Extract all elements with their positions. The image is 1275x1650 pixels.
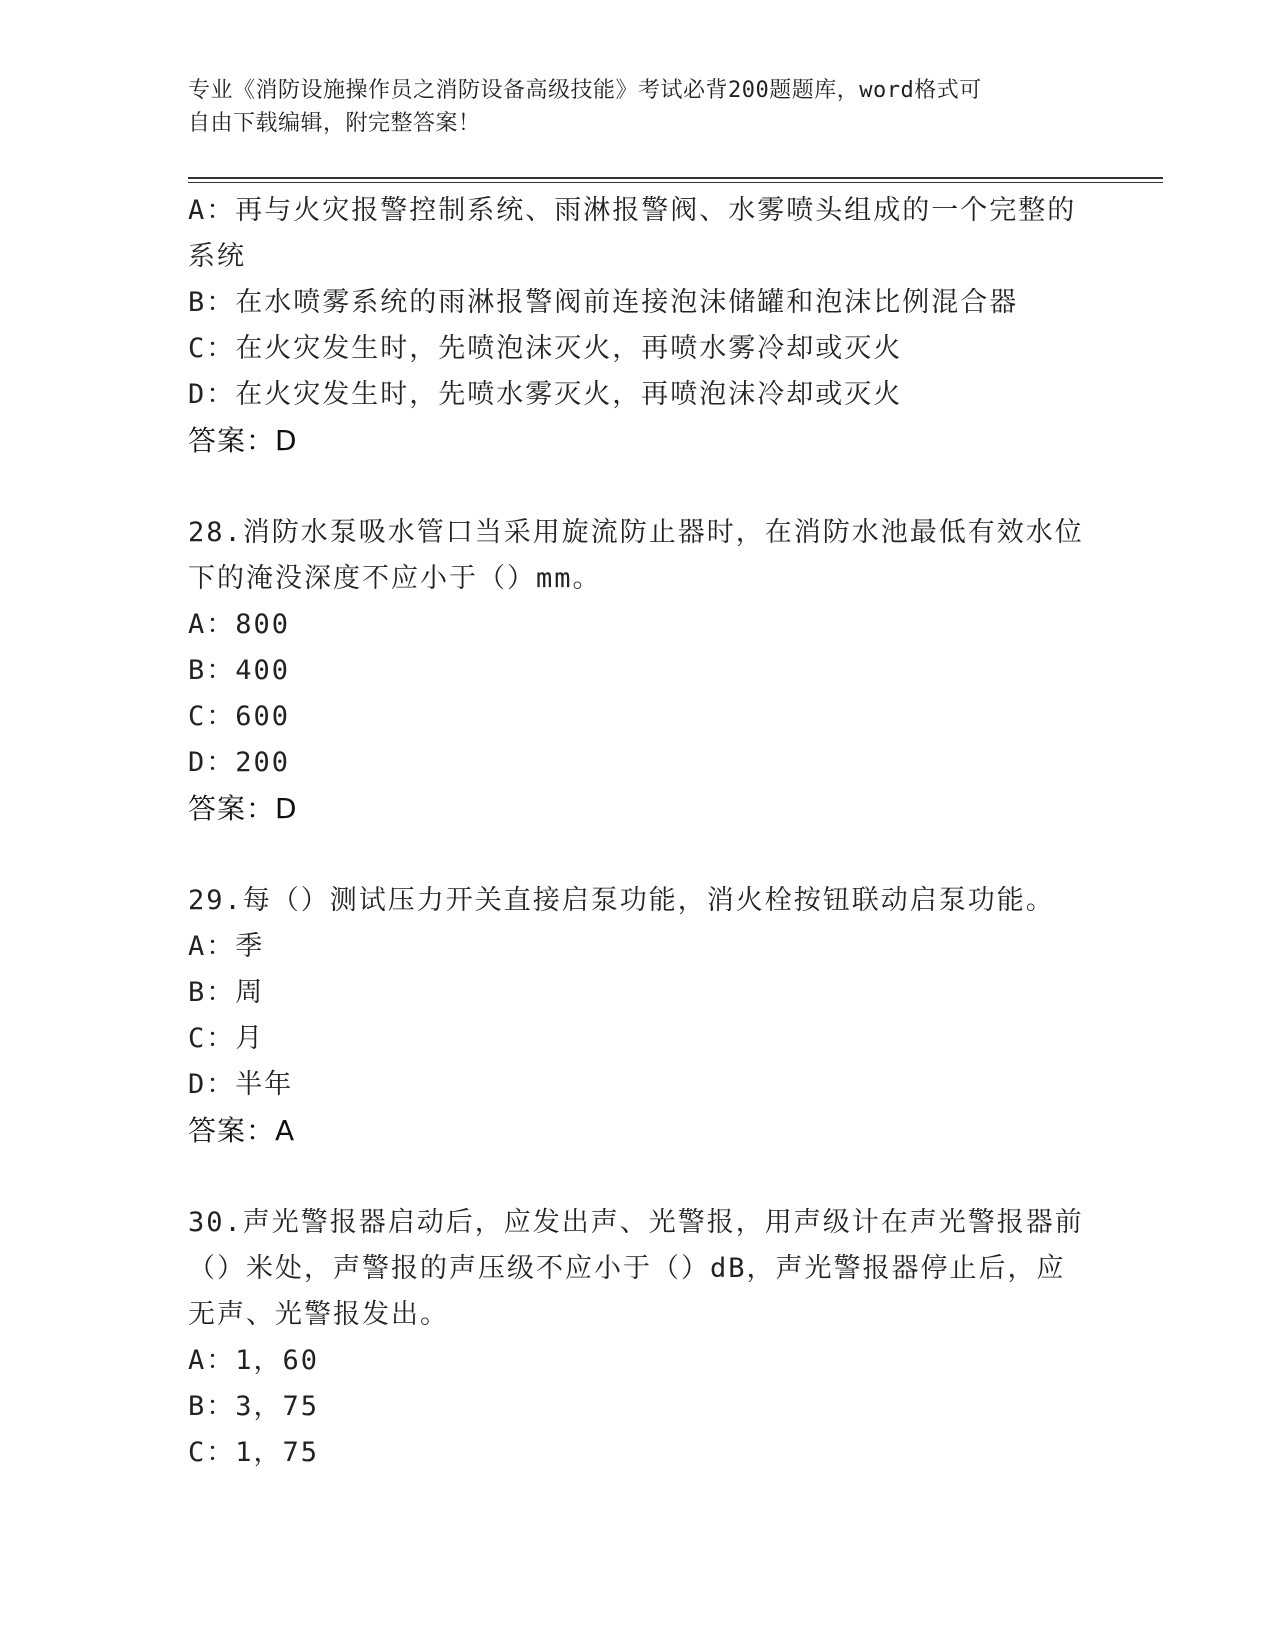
option-b: B：400 xyxy=(188,655,291,686)
option-d: D：半年 xyxy=(188,1069,294,1100)
option-a: A：1，60 xyxy=(188,1345,320,1376)
question-stem-line-1: 28.消防水泵吸水管口当采用旋流防止器时，在消防水池最低有效水位 xyxy=(188,517,1084,548)
question-27 xyxy=(188,188,1088,464)
option-a: A：季 xyxy=(188,931,265,962)
question-stem-line-3: 无声、光警报发出。 xyxy=(188,1299,449,1330)
answer: 答案：D xyxy=(188,792,298,825)
question-stem-line-1: 30.声光警报器启动后，应发出声、光警报，用声级计在声光警报器前 xyxy=(188,1207,1084,1238)
header-rule-thin xyxy=(188,182,1163,183)
option-a: A：800 xyxy=(188,609,291,640)
spacer xyxy=(188,464,1088,510)
option-d: D：200 xyxy=(188,747,291,778)
option-b: B：周 xyxy=(188,977,265,1008)
question-stem-line-1: 29.每（）测试压力开关直接启泵功能，消火栓按钮联动启泵功能。 xyxy=(188,885,1055,916)
question-30 xyxy=(188,1200,1088,1476)
document-header xyxy=(188,74,1078,140)
answer: 答案：A xyxy=(188,1114,296,1147)
option-c: C：月 xyxy=(188,1023,265,1054)
spacer xyxy=(188,1154,1088,1200)
question-stem-line-2: （）米处，声警报的声压级不应小于（）dB，声光警报器停止后，应 xyxy=(188,1253,1066,1284)
answer: 答案：D xyxy=(188,424,298,457)
option-b: B：3，75 xyxy=(188,1391,320,1422)
question-28 xyxy=(188,510,1088,832)
question-list xyxy=(188,188,1088,1476)
header-rule-thick xyxy=(188,177,1163,179)
spacer xyxy=(188,832,1088,878)
question-29 xyxy=(188,878,1088,1154)
option-c: C：在火灾发生时，先喷泡沫灭火，再喷水雾冷却或灭火 xyxy=(188,333,903,364)
header-line-1: 专业《消防设施操作员之消防设备高级技能》考试必背200题题库，word格式可 xyxy=(188,78,982,103)
option-c: C：1，75 xyxy=(188,1437,320,1468)
option-d: D：在火灾发生时，先喷水雾灭火，再喷泡沫冷却或灭火 xyxy=(188,379,903,410)
option-a-line-1: A：再与火灾报警控制系统、雨淋报警阀、水雾喷头组成的一个完整的 xyxy=(188,195,1077,226)
question-stem-line-2: 下的淹没深度不应小于（）mm。 xyxy=(188,563,602,594)
option-a-line-2: 系统 xyxy=(188,241,246,272)
option-b: B：在水喷雾系统的雨淋报警阀前连接泡沫储罐和泡沫比例混合器 xyxy=(188,287,1019,318)
option-c: C：600 xyxy=(188,701,291,732)
header-line-2: 自由下载编辑，附完整答案！ xyxy=(188,111,481,136)
